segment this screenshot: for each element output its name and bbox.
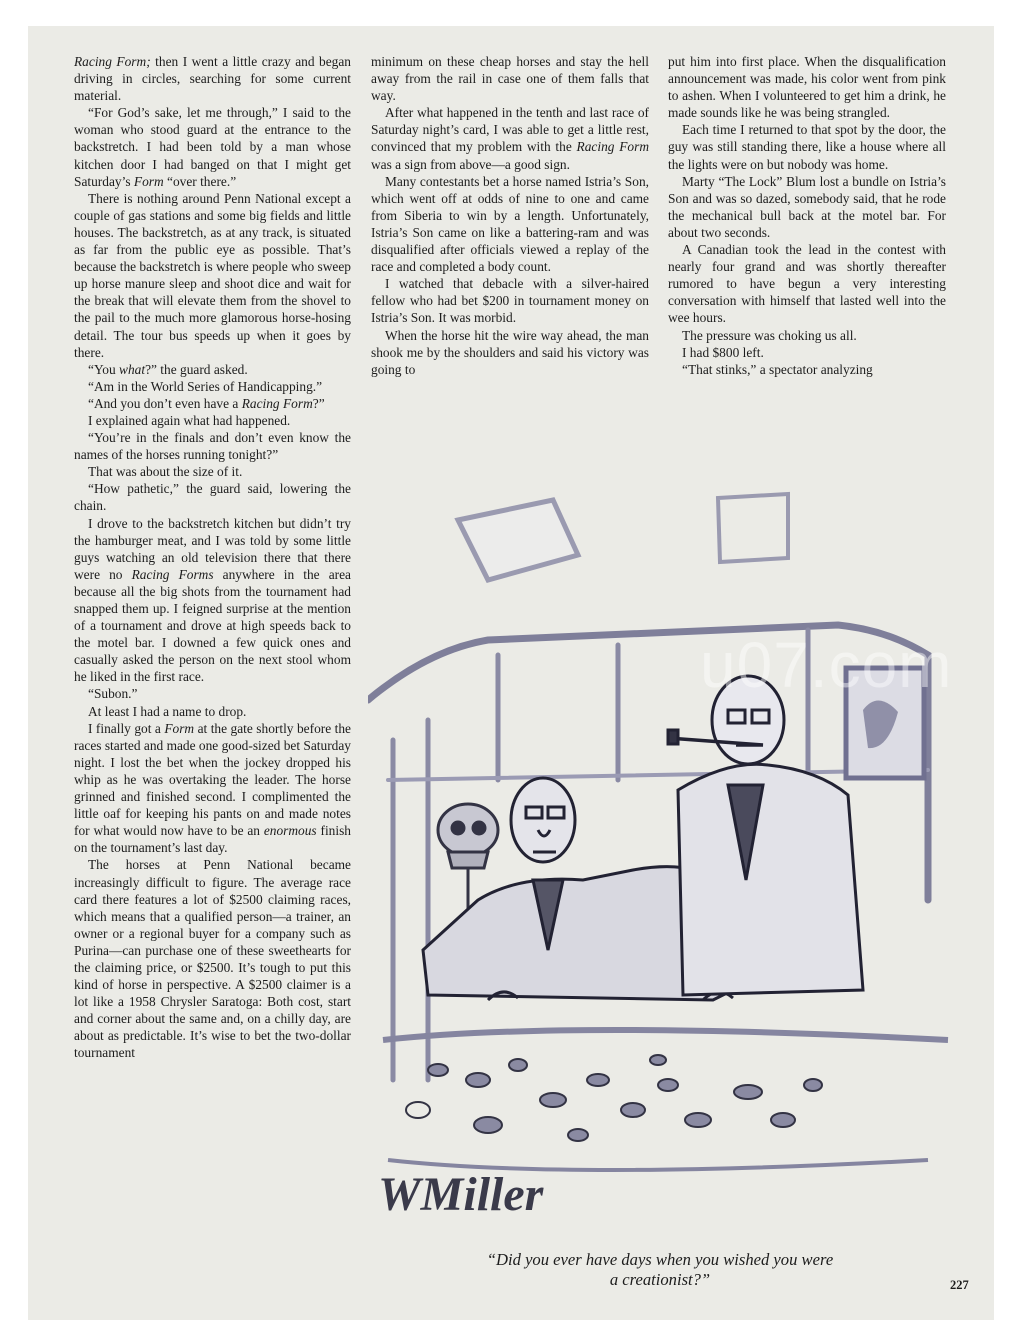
article-paragraph xyxy=(371,104,649,172)
paragraph-text: “For God’s sake, let me through,” I said to the woman who stood guard at the entrance to the backstretch. I had been told by a man whose kitchen door I had banged on that I might get Saturday’s xyxy=(74,105,351,189)
paragraph-text: “How pathetic,” the guard said, lowering the chain. xyxy=(74,481,351,514)
paragraph-text: There is nothing around Penn National except a couple of gas stations and some big fields and little houses. The backstretch, as at any track, is situated as far from the public eye as possible. That’s because the backstretch is where people who sweep up horse manure sleep and shoot dice and wait for the break that will elevate them from the shovel to the pail to the much more glamorous horse-hosing detail. The tour bus speeds up when it goes by there. xyxy=(74,190,351,360)
paragraph-text: The pressure was choking us all. xyxy=(682,327,857,343)
italic-text: Racing Form xyxy=(576,139,649,155)
article-paragraph xyxy=(668,53,946,121)
paragraph-text: ?” the guard asked. xyxy=(145,361,248,377)
fossil-fragments xyxy=(406,1055,822,1141)
paragraph-text: put him into first place. When the disqualification announcement was made, his color went from pink to ashen. When I volunteered to get him a drink, he made sounds like he was being strangled. xyxy=(668,54,946,121)
paragraph-text: minimum on these cheap horses and stay the hell away from the rail in case one of them falls that way. xyxy=(371,54,649,104)
article-paragraph xyxy=(74,429,351,463)
paragraph-text: “You’re in the finals and don’t even know the names of the horses running tonight?” xyxy=(74,430,351,463)
paragraph-text: I drove to the backstretch kitchen but didn’t try the hamburger meat, and I was told by some little guys watching an old television there that there were no xyxy=(74,515,351,582)
italic-text: what xyxy=(119,361,146,377)
paragraph-text: “You xyxy=(88,361,120,377)
paragraph-text: “over there.” xyxy=(163,173,237,189)
paragraph-text: anywhere in the area because all the big shots from the tournament had snapped them up. I feigned surprise at the mention of a tournament and drove at high speeds back to the motel bar. I downed a few quick ones and casually asked the person on the next stool whom he liked in the first race. xyxy=(74,566,351,685)
paragraph-text: At least I had a name to drop. xyxy=(88,703,247,719)
article-paragraph xyxy=(74,703,351,720)
cartoon-caption xyxy=(380,1250,940,1290)
paragraph-text: Many contestants bet a horse named Istria’s Son, which went off at odds of nine to one and came from Siberia to win by a length. Unfortunately, Istria’s Son came on like a battering-ram and was disqualified after officials viewed a replay of the race and completed a body count. xyxy=(371,173,649,275)
article-paragraph xyxy=(74,361,351,378)
article-paragraph xyxy=(74,190,351,361)
article-paragraph xyxy=(371,327,649,378)
page-number: 227 xyxy=(950,1278,969,1292)
paragraph-text: The horses at Penn National became increasingly difficult to figure. The average race card there features a lot of $2500 claiming races, which means that a qualified person—a trainer, an owner or a regional buyer for a company such as Purina—can purchase one of these sweethearts for the claiming price, or $2500. It’s tough to put this kind of horse in perspective. A $2500 claimer is a lot like a 1958 Chrysler Saratoga: Both cost, start and corner about the same and, on a chilly day, are about as predictable. It’s wise to bet the two-dollar tournament xyxy=(74,857,351,1061)
article-paragraph xyxy=(74,104,351,189)
article-paragraph xyxy=(74,685,351,702)
paragraph-text: I explained again what had happened. xyxy=(88,412,291,428)
watermark-text: u07.com xyxy=(700,629,953,701)
paragraph-text: When the horse hit the wire way ahead, the man shook me by the shoulders and said his victory was going to xyxy=(371,327,649,377)
caption-line-1: “Did you ever have days when you wished you were xyxy=(486,1250,834,1269)
italic-text: Form xyxy=(164,720,195,736)
article-paragraph xyxy=(74,463,351,480)
caption-line-2: a creationist?” xyxy=(609,1270,711,1289)
article-paragraph xyxy=(74,515,351,686)
paragraph-text: I had $800 left. xyxy=(682,344,764,360)
article-paragraph xyxy=(74,720,351,857)
paragraph-text: was a sign from above—a good sign. xyxy=(371,156,570,172)
paragraph-text: “And you don’t even have a xyxy=(88,395,242,411)
paragraph-text: ?” xyxy=(312,395,325,411)
italic-text: Form xyxy=(133,173,164,189)
article-paragraph xyxy=(371,173,649,276)
article-paragraph xyxy=(668,327,946,344)
paragraph-text: “Am in the World Series of Handicapping.” xyxy=(88,378,323,394)
article-paragraph xyxy=(74,395,351,412)
article-paragraph xyxy=(668,173,946,241)
article-column-1 xyxy=(74,53,351,1062)
paragraph-text: Each time I returned to that spot by the door, the guy was still standing there, like a house where all the lights were on but nobody was home. xyxy=(668,122,946,172)
paragraph-text: That was about the size of it. xyxy=(88,464,243,480)
article-paragraph xyxy=(371,53,649,104)
article-column-3 xyxy=(668,53,946,378)
artist-signature: WMiller xyxy=(378,1168,544,1221)
italic-text: Racing Form; xyxy=(74,54,151,69)
paragraph-text: A Canadian took the lead in the contest with nearly four grand and was shortly thereafter rumored to have begun a very interesting conversation with himself that lasted well into the wee hours. xyxy=(668,242,946,326)
italic-text: Racing Forms xyxy=(131,566,214,582)
paragraph-text: Marty “The Lock” Blum lost a bundle on Istria’s Son and was so dazed, somebody said, that he rode the mechanical bull back at the motel bar. For about two seconds. xyxy=(668,173,946,240)
article-paragraph xyxy=(74,856,351,1061)
paragraph-text: After what happened in the tenth and last race of Saturday night’s card, I was able to get a little rest, convinced that my problem with the xyxy=(371,105,649,155)
italic-text: Racing Form xyxy=(241,395,313,411)
article-paragraph xyxy=(371,275,649,326)
article-paragraph xyxy=(668,241,946,326)
paragraph-text: “Subon.” xyxy=(88,686,138,702)
paragraph-text: then I went a little crazy and began driving in circles, searching for some current material. xyxy=(74,54,351,104)
paragraph-text: I finally got a xyxy=(88,720,165,736)
paragraph-text: “That stinks,” a spectator analyzing xyxy=(682,361,873,377)
paragraph-text: I watched that debacle with a silver-haired fellow who had bet $200 in tournament money on Istria’s Son. It was morbid. xyxy=(371,276,649,326)
italic-text: enormous xyxy=(263,823,317,839)
cartoon-illustration xyxy=(368,480,953,1240)
article-column-2 xyxy=(371,53,649,378)
article-paragraph xyxy=(74,480,351,514)
table-wash xyxy=(383,1030,948,1170)
standing-man-with-pipe xyxy=(668,676,863,995)
article-paragraph xyxy=(74,412,351,429)
paragraph-text: at the gate shortly before the races started and made one good-sized bet Saturday night. I lost the bet when the jockey dropped his whip as he was overtaking the leader. The horse grinned and finished second. I complimented the little oaf for keeping his pants on and made notes for what would now have to be an xyxy=(74,720,352,839)
article-paragraph xyxy=(668,121,946,172)
article-paragraph xyxy=(74,378,351,395)
article-paragraph xyxy=(668,344,946,361)
article-paragraph xyxy=(668,361,946,378)
paragraph-text: finish on the tournament’s last day. xyxy=(74,823,351,856)
article-paragraph xyxy=(74,53,351,104)
